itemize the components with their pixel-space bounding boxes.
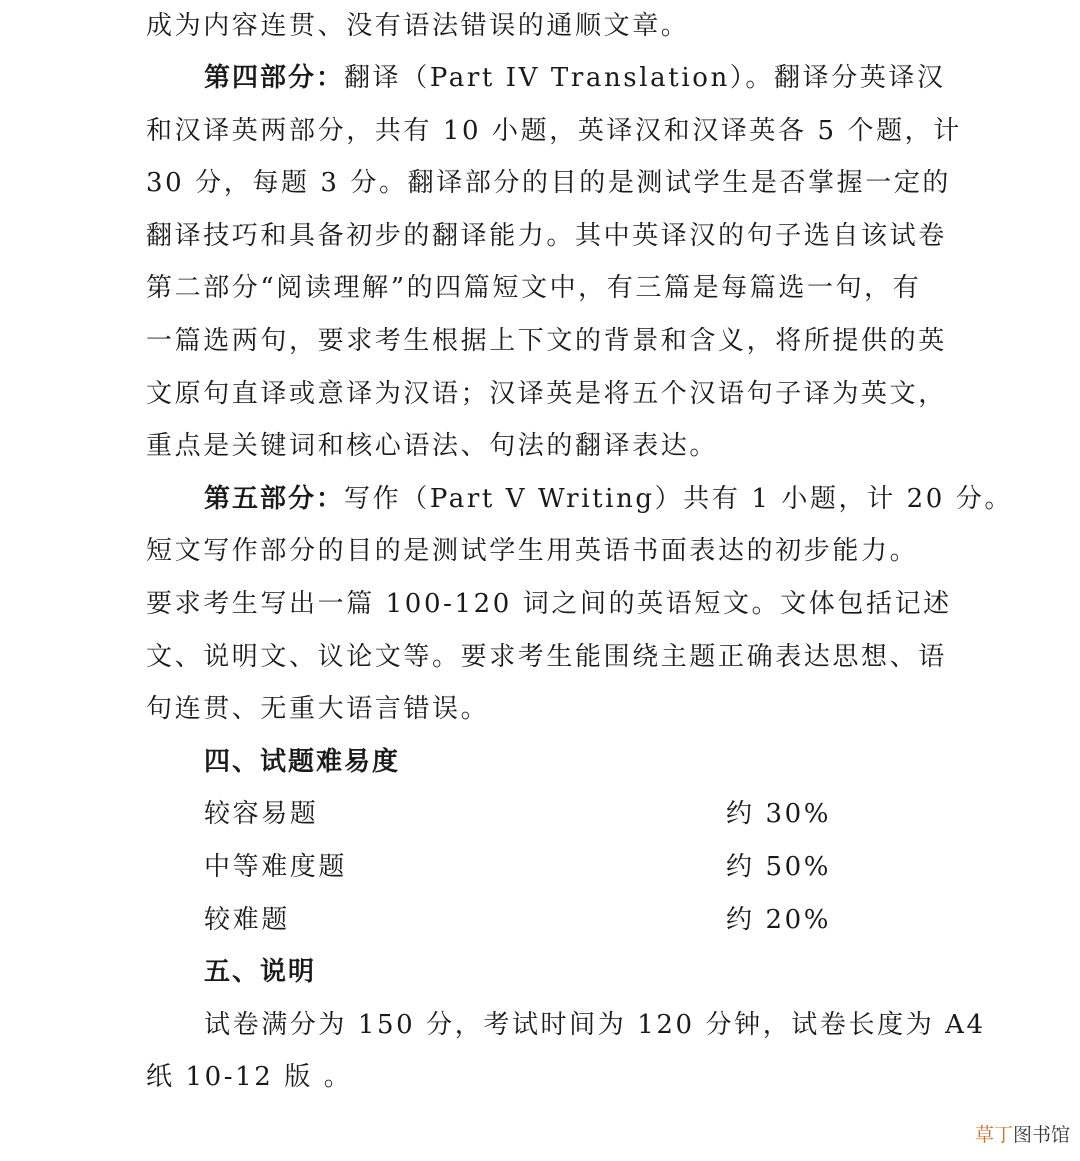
watermark (975, 1123, 1070, 1147)
part4-line: 一篇选两句，要求考生根据上下文的背景和含义，将所提供的英 (146, 326, 947, 356)
part4-line: 第二部分“阅读理解”的四篇短文中，有三篇是每篇选一句，有 (146, 273, 922, 303)
part5-line: 文、说明文、议论文等。要求考生能围绕主题正确表达思想、语 (146, 642, 947, 672)
difficulty-row-value: 约 50% (726, 852, 832, 882)
part4-line: 文原句直译或意译为汉语；汉译英是将五个汉语句子译为英文， (146, 379, 947, 409)
part4-line: 30 分，每题 3 分。翻译部分的目的是测试学生是否掌握一定的 (146, 168, 952, 198)
section4-heading: 四、试题难易度 (204, 747, 401, 777)
difficulty-row-label: 中等难度题 (204, 852, 348, 882)
part5-line: 要求考生写出一篇 100-120 词之间的英语短文。文体包括记述 (146, 589, 952, 619)
watermark-part-a: 草丁 (974, 1124, 1013, 1146)
part5-line: 写作（Part V Writing）共有 1 小题，计 20 分。 (344, 484, 1013, 514)
difficulty-row-label: 较难题 (204, 905, 290, 935)
part4-label: 第四部分： (204, 63, 345, 93)
part4-line: 翻译技巧和具备初步的翻译能力。其中英译汉的句子选自该试卷 (146, 221, 947, 251)
part5-line: 短文写作部分的目的是测试学生用英语书面表达的初步能力。 (146, 536, 919, 566)
part5-line: 句连贯、无重大语言错误。 (146, 694, 490, 724)
part4-line: 重点是关键词和核心语法、句法的翻译表达。 (146, 431, 719, 461)
part3-tail-line: 成为内容连贯、没有语法错误的通顺文章。 (146, 11, 690, 41)
section5-line: 纸 10-12 版 。 (146, 1062, 353, 1092)
part4-line: 和汉译英两部分，共有 10 小题，英译汉和汉译英各 5 个题，计 (146, 116, 962, 146)
difficulty-row-label: 较容易题 (204, 799, 319, 829)
part4-first-line (204, 58, 946, 98)
part4-line: 翻译（Part IV Translation）。翻译分英译汉 (344, 63, 946, 93)
watermark-part-b: 图书馆 (1012, 1124, 1070, 1146)
section5-heading: 五、说明 (204, 957, 317, 987)
difficulty-row-value: 约 30% (726, 799, 832, 829)
section5-line: 试卷满分为 150 分，考试时间为 120 分钟，试卷长度为 A4 (204, 1010, 986, 1040)
part5-first-line (204, 479, 1013, 519)
difficulty-row-value: 约 20% (726, 905, 832, 935)
part5-label: 第五部分： (204, 484, 345, 514)
